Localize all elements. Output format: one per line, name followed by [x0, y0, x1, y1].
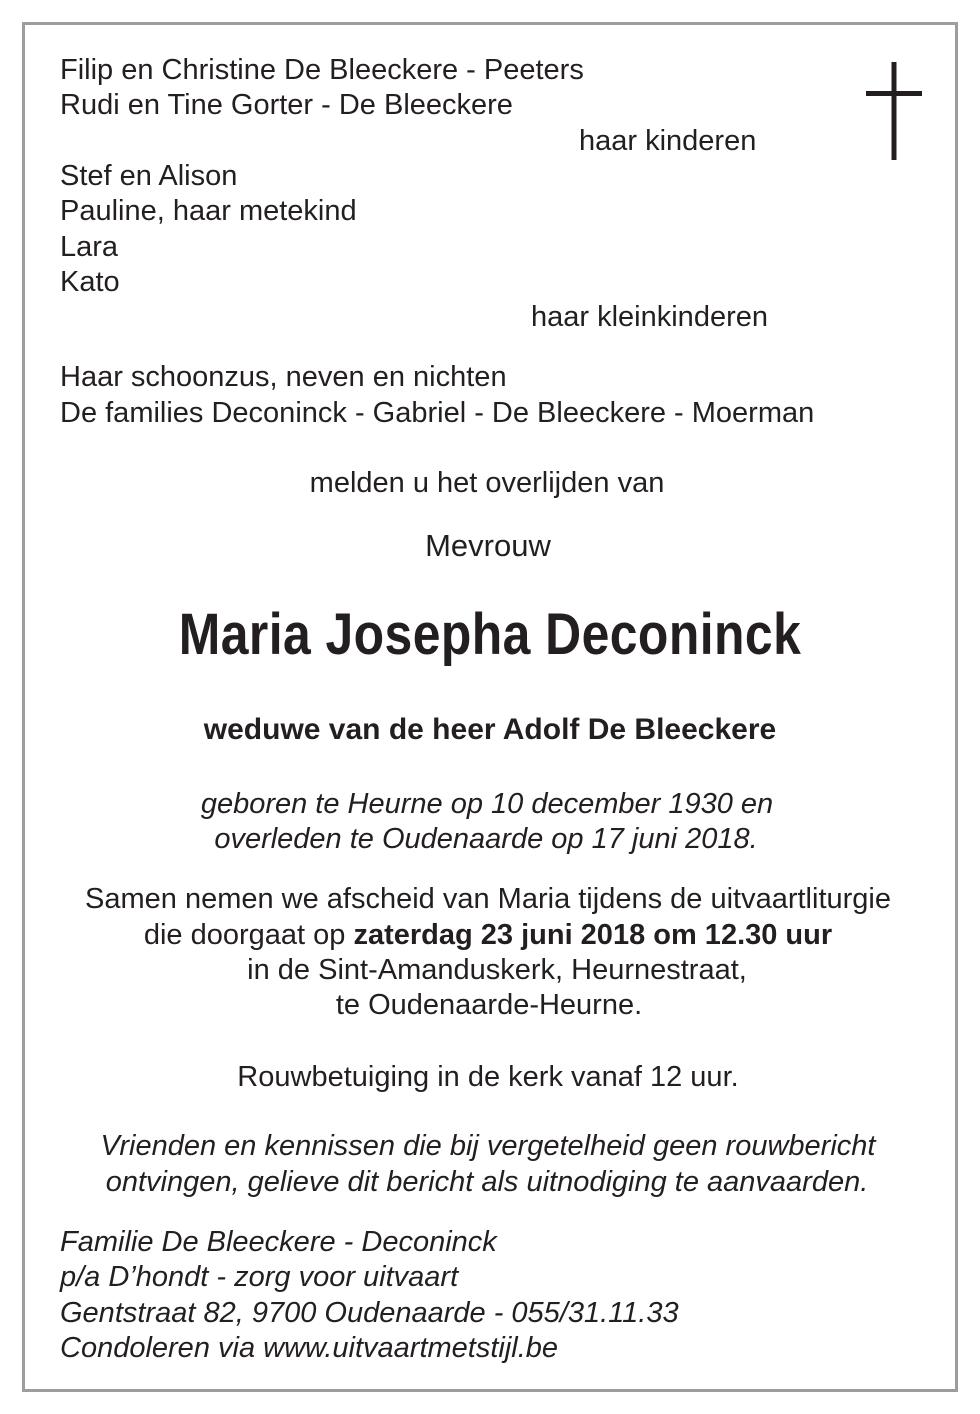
death-text: overleden te Oudenaarde op 17 juni 2018. [214, 823, 758, 855]
contact-undertaker: p/a D’hondt - zorg voor uitvaart [60, 1261, 459, 1293]
children-label: haar kinderen [579, 125, 757, 157]
invitation-line-2: ontvingen, gelieve dit bericht als uitnodiging te aanvaarden. [105, 1166, 869, 1198]
announcement-text: melden u het overlijden van [309, 467, 665, 499]
widow-of-text: weduwe van de heer Adolf De Bleeckere [203, 713, 777, 746]
grandchild-name: Stef en Alison [60, 160, 238, 192]
contact-website: Condoleren via www.uitvaartmetstijl.be [60, 1332, 559, 1364]
ceremony-date-prefix: die doorgaat op [143, 919, 354, 951]
deceased-name: Maria Josepha Deconinck [178, 602, 802, 667]
birth-text: geboren te Heurne op 10 december 1930 en [200, 788, 774, 820]
grandchildren-label: haar kleinkinderen [531, 301, 768, 333]
family-line-1: Haar schoonzus, neven en nichten [60, 361, 507, 393]
ceremony-line-2 [0, 918, 978, 953]
condolence-note: Rouwbetuiging in de kerk vanaf 12 uur. [237, 1061, 739, 1093]
salutation: Mevrouw [425, 528, 551, 563]
ceremony-line-1: Samen nemen we afscheid van Maria tijdens de uitvaartliturgie [85, 883, 891, 915]
grandchild-name: Lara [60, 231, 119, 263]
ceremony-town: te Oudenaarde-Heurne. [335, 989, 643, 1021]
grandchild-name: Pauline, haar metekind [60, 195, 357, 227]
grandchild-name: Kato [60, 266, 120, 298]
cross-icon [866, 62, 922, 160]
ceremony-location: in de Sint-Amanduskerk, Heurnestraat, [247, 954, 747, 986]
ceremony-date: zaterdag 23 juni 2018 om 12.30 uur [353, 919, 833, 951]
contact-family: Familie De Bleeckere - Deconinck [60, 1226, 497, 1258]
contact-address: Gentstraat 82, 9700 Oudenaarde - 055/31.11.33 [60, 1297, 679, 1329]
family-line-2: De families Deconinck - Gabriel - De Bleeckere - Moerman [60, 397, 815, 429]
invitation-line-1: Vrienden en kennissen die bij vergetelheid geen rouwbericht [100, 1130, 876, 1162]
children-line-2: Rudi en Tine Gorter - De Bleeckere [60, 89, 513, 121]
children-line-1: Filip en Christine De Bleeckere - Peeters [60, 54, 584, 86]
